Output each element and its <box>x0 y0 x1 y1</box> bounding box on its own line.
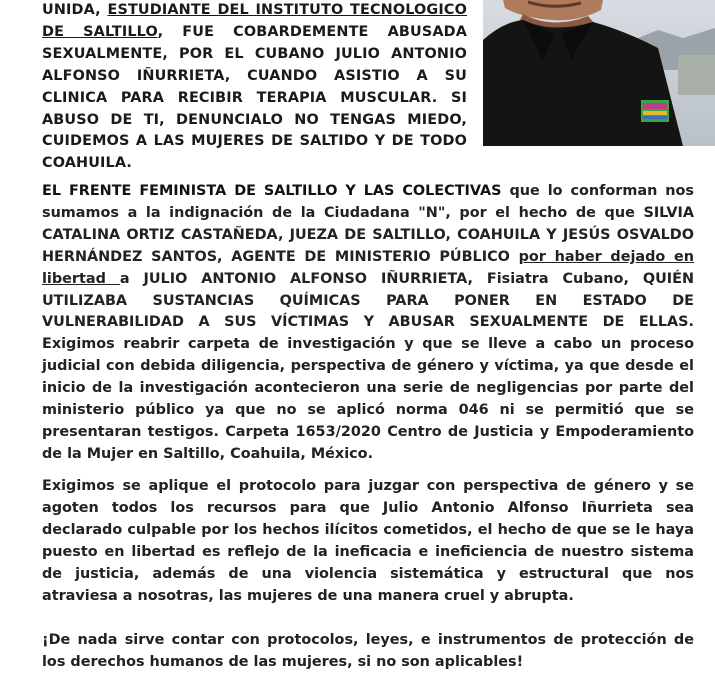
lead-text-end: , FUE COBARDEMENTE ABUSADA SEXUALMENTE, POR EL CUBANO JULIO ANTONIO ALFONSO IÑURRIETA, CUANDO ASISTIO A SU CLINICA PARA RECIBIR TERAPIA MUSCULAR. SI ABUSO DE TI, DENUNCIALO NO TENGAS MIEDO, CUIDEMOS A LAS MUJERES DE SALTIDO Y DE TODO COAHUILA. <box>42 23 468 172</box>
paragraph1-text-a: que lo conforman nos sumamos a la indignación de la Ciudadana "N", por el hecho de que SILVIA CATALINA ORTIZ CASTAÑEDA, JUEZA DE SALTILLO, COAHUILA Y JESÚS OSVALDO HERNÁNDEZ SANTOS, AGENTE DE MINISTERIO PÚBLICO <box>42 183 694 265</box>
lead-underlined-text: ESTUDIANTE DEL INSTITUTO TECNOLOGICO DE SALTILLO <box>42 2 467 40</box>
photo-illustration <box>483 0 715 146</box>
photo-ground <box>678 55 715 95</box>
lead-paragraph <box>42 0 467 175</box>
paragraph-demand-reopen <box>42 181 694 466</box>
lead-text-start: UNIDA, <box>42 2 108 18</box>
accused-photo <box>483 0 715 146</box>
paragraph-closing: ¡De nada sirve contar con protocolos, leyes, e instrumentos de protección de los derechos humanos de las mujeres, si no son aplicables! <box>42 632 694 670</box>
paragraph1-opening: EL FRENTE FEMINISTA DE SALTILLO Y LAS COLECTIVAS <box>42 183 502 199</box>
paragraph1-underlined: por haber dejado en libertad <box>42 248 694 287</box>
paragraph1-text-b: a JULIO ANTONIO ALFONSO IÑURRIETA, Fisiatra Cubano, QUIÉN UTILIZABA SUSTANCIAS QUÍMICAS PARA PONER EN ESTADO DE VULNERABILIDAD A SUS VÍCTIMAS Y ABUSAR SEXUALMENTE DE ELLAS. Exigimos reabrir carpeta de investigación y que se lleve a cabo un proceso judicial con debida diligencia, perspectiva de género y víctima, ya que desde el inicio de la investigación acontecieron una serie de negligencias por parte del ministerio público ya que no se aplicó norma 046 ni se permitió que se presentaran testigos. Carpeta 1653/2020 Centro de Justicia y Empoderamiento de la Mujer en Saltillo, Coahuila, México. <box>42 270 694 462</box>
shirt-badge <box>641 100 669 122</box>
paragraph-demand-protocol: Exigimos se aplique el protocolo para juzgar con perspectiva de género y se agoten todos los recursos para que Julio Antonio Alfonso Iñurrieta sea declarado culpable por los hechos ilícitos cometidos, el hecho de que se le haya puesto en libertad es reflejo de la ineficacia e ineficiencia de nuestro sistema de justicia, además de una violencia sistemática y estructural que nos atraviesa a nosotras, las mujeres de una manera cruel y abrupta. <box>42 478 694 604</box>
